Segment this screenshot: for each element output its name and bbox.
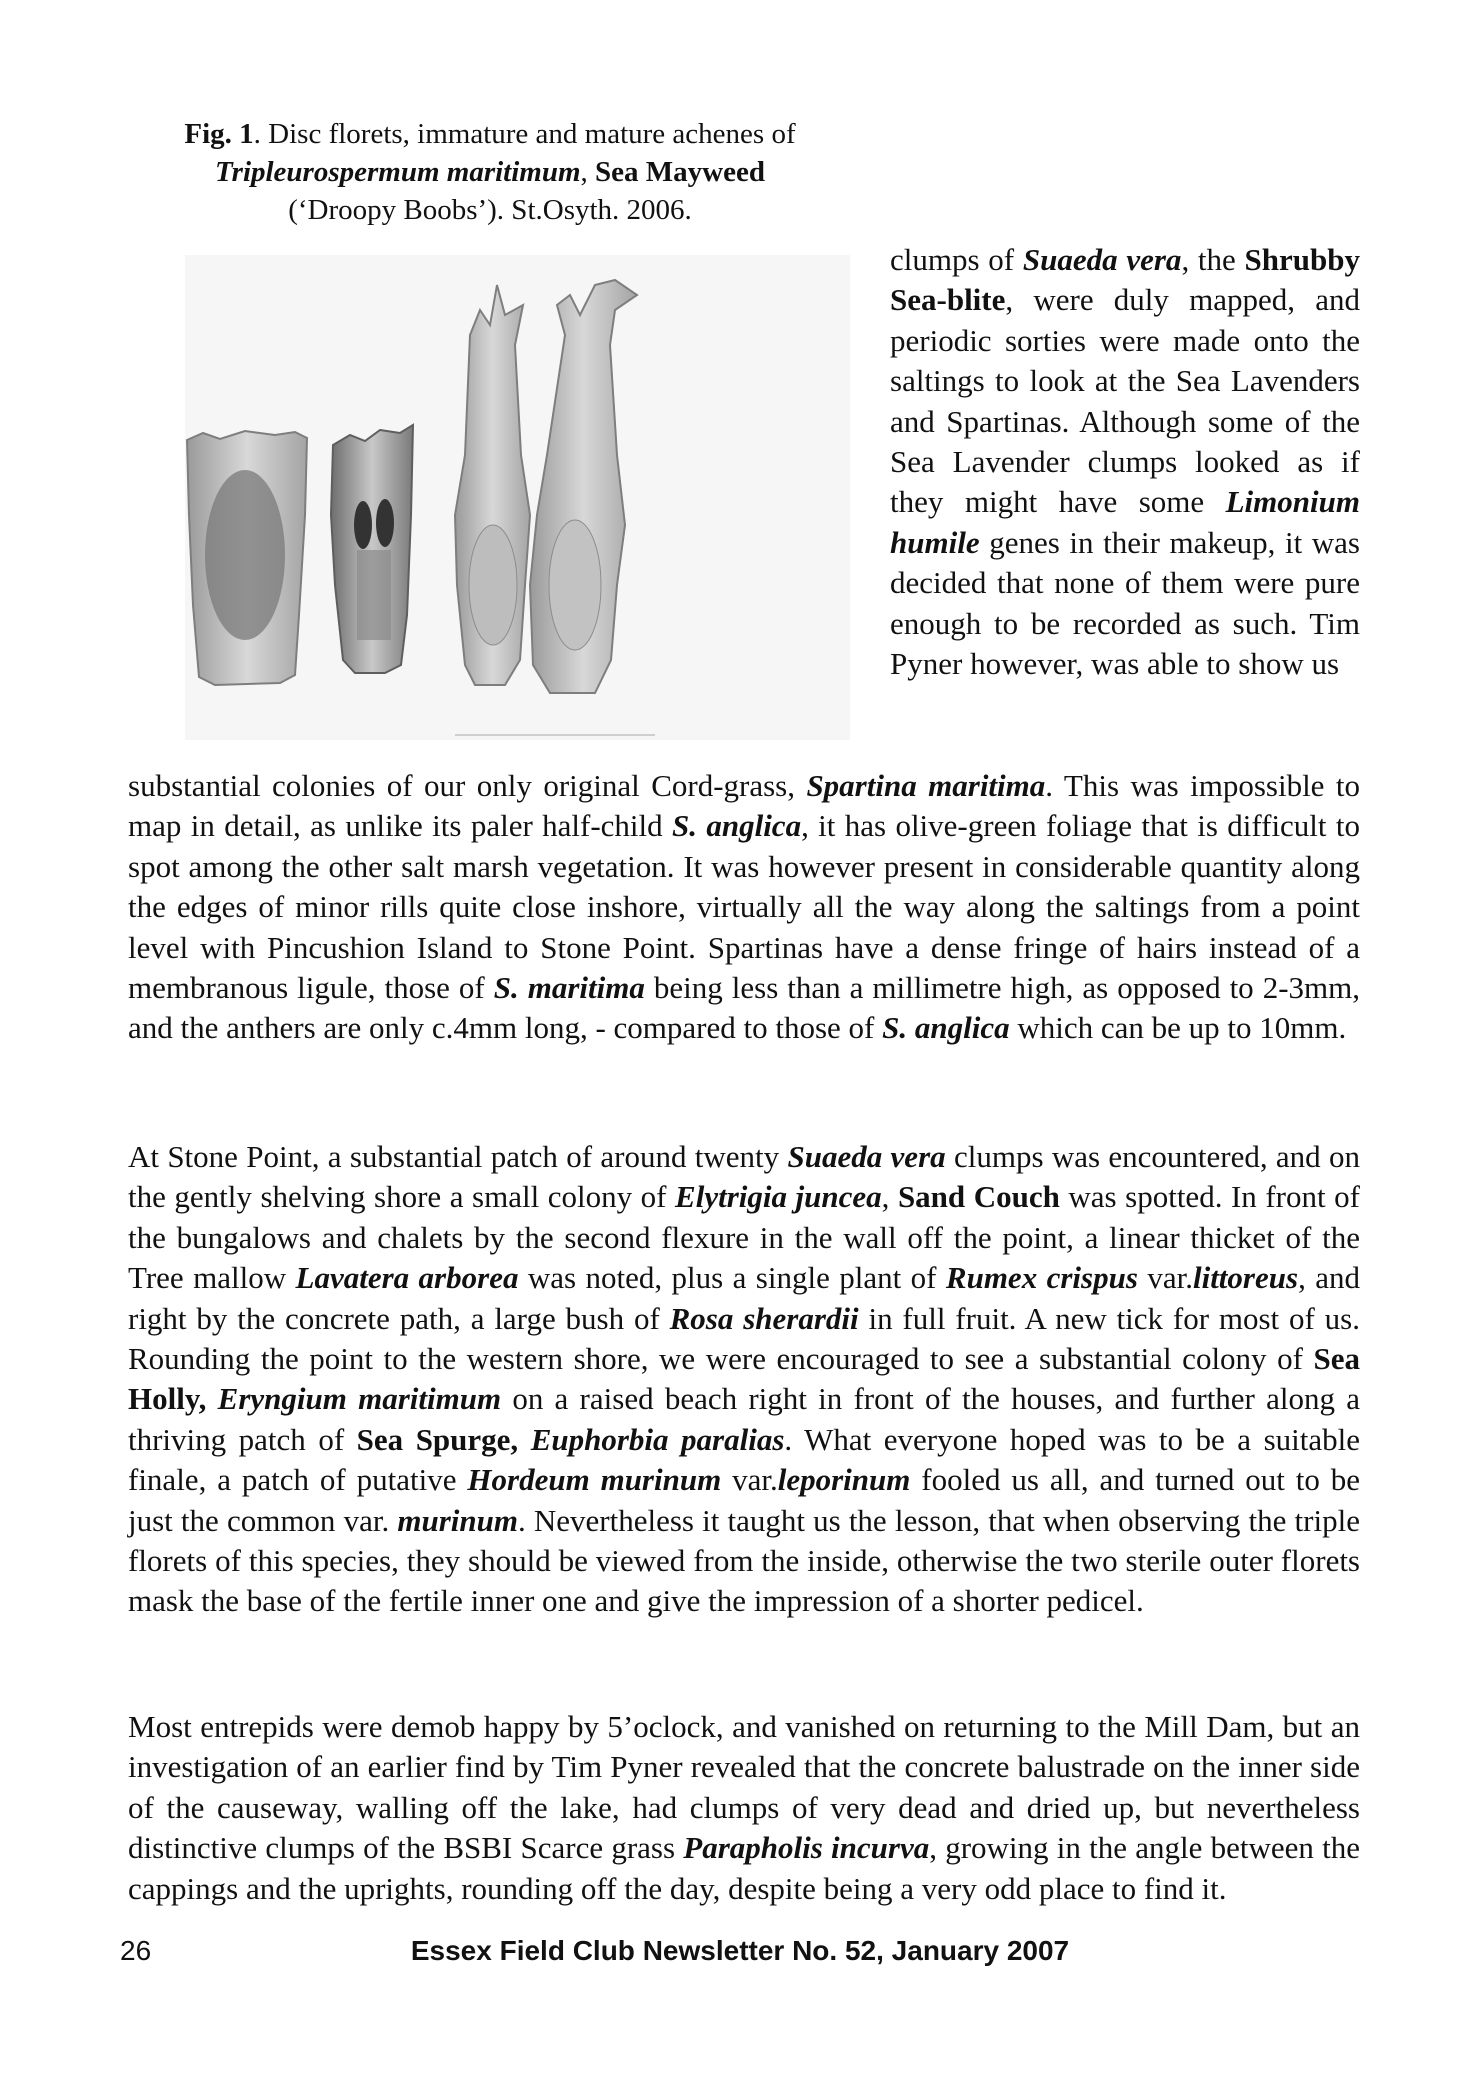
species-name: murinum: [397, 1502, 518, 1538]
species-name: Lavatera arborea: [295, 1260, 519, 1296]
paragraph-mill-dam: Most entrepids were demob happy by 5’oclock, and vanished on returning to the Mill Dam, but an investigation of an earlier find by Tim Pyner revealed that the concrete balustrade on the inner side of the causeway, walling off the lake, had clumps of very dead and dried up, but nevertheless distinctive clumps of the BSBI Scarce grass Parapholis incurva, growing in the angle between the cappings and the uprights, rounding off the day, despite being a very odd place to find it.: [128, 1709, 1360, 1906]
caption-common-name: Sea Mayweed: [595, 156, 765, 188]
page-number: 26: [120, 1935, 152, 1966]
species-name: Rosa sherardii: [669, 1300, 859, 1336]
figure-caption: [130, 115, 850, 229]
species-name: Spartina maritima: [806, 768, 1046, 803]
species-name: Suaeda vera: [1022, 242, 1182, 277]
common-name: Sand Couch: [897, 1179, 1060, 1215]
page-footer: [120, 1935, 1360, 1975]
common-name: Sea Holly,: [128, 1341, 1360, 1417]
species-name: S. anglica: [672, 808, 802, 844]
species-name: Suaeda vera: [787, 1139, 946, 1174]
caption-species: Tripleurospermum maritimum: [215, 156, 581, 188]
species-name: littoreus: [1192, 1260, 1299, 1296]
species-name: Euphorbia paralias: [530, 1421, 785, 1457]
paragraph-stone-point: At Stone Point, a substantial patch of around twenty Suaeda vera clumps was encountered, and on the gently shelving shore a small colony of Elytrigia juncea, Sand Couch was spotted. In front of the bungalows and chalets by the second flexure in the wall off the point, a linear thicket of the Tree mallow Lavatera arborea was noted, plus a single plant of Rumex crispus var.littoreus, and right by the concrete path, a large bush of Rosa sherardii in full fruit. A new tick for most of us. Rounding the point to the western shore, we were encouraged to see a substantial colony of Sea Holly, Eryngium maritimum on a raised beach right in front of the houses, and further along a thriving patch of Sea Spurge, Euphorbia paralias. What everyone hoped was to be a suitable finale, a patch of putative Hordeum murinum var.leporinum fooled us all, and turned out to be just the common var. murinum. Nevertheless it taught us the lesson, that when observing the triple florets of this species, they should be viewed from the inside, otherwise the two sterile outer florets mask the base of the fertile inner one and give the impression of a shorter pedicel.: [128, 1139, 1361, 1619]
caption-line-1: [130, 115, 850, 153]
species-name: Limonium humile: [890, 484, 1360, 560]
species-name: leporinum: [777, 1462, 911, 1498]
florets-photo: [185, 255, 850, 740]
right-column-paragraph: clumps of Suaeda vera, the Shrubby Sea-blite, were duly mapped, and periodic sorties were made onto the saltings to look at the Sea Lavenders and Spartinas. Although some of the Sea Lavender clumps looked as if they might have some Limonium humile genes in their makeup, it was decided that none of them were pure enough to be recorded as such. Tim Pyner however, was able to show us: [890, 242, 1361, 682]
species-name: S. maritima: [493, 970, 645, 1006]
species-name: Rumex crispus: [945, 1260, 1138, 1296]
newsletter-title: Essex Field Club Newsletter No. 52, January 2007: [410, 1935, 1070, 1966]
paragraph-spartina: substantial colonies of our only original Cord-grass, Spartina maritima. This was impossible to map in detail, as unlike its paler half-child S. anglica, it has olive-green foliage that is difficult to spot among the other salt marsh vegetation. It was however present in considerable quantity along the edges of minor rills quite close inshore, virtually all the way along the saltings from a point level with Pincushion Island to Stone Point. Spartinas have a dense fringe of hairs instead of a membranous ligule, those of S. maritima being less than a millimetre high, as opposed to 2-3mm, and the anthers are only c.4mm long, - compared to those of S. anglica which can be up to 10mm.: [128, 768, 1361, 1046]
species-name: Elytrigia juncea: [675, 1179, 882, 1215]
common-name: Sea Spurge,: [356, 1421, 519, 1457]
caption-line-3: (‘Droopy Boobs’). St.Osyth. 2006.: [288, 194, 692, 226]
figure-label: Fig. 1: [184, 118, 254, 150]
species-name: Hordeum murinum: [467, 1462, 722, 1498]
achenes-illustration: [185, 255, 850, 740]
species-name: Eryngium maritimum: [217, 1381, 502, 1417]
right-column-text: [890, 240, 1360, 684]
species-name: Parapholis incurva: [683, 1830, 930, 1866]
species-name: S. anglica: [882, 1010, 1010, 1046]
caption-text: . Disc florets, immature and mature achenes of: [253, 118, 796, 150]
caption-line-2: Tripleurospermum maritimum, Sea Mayweed: [215, 156, 765, 188]
common-name: Shrubby Sea-blite: [890, 242, 1361, 318]
